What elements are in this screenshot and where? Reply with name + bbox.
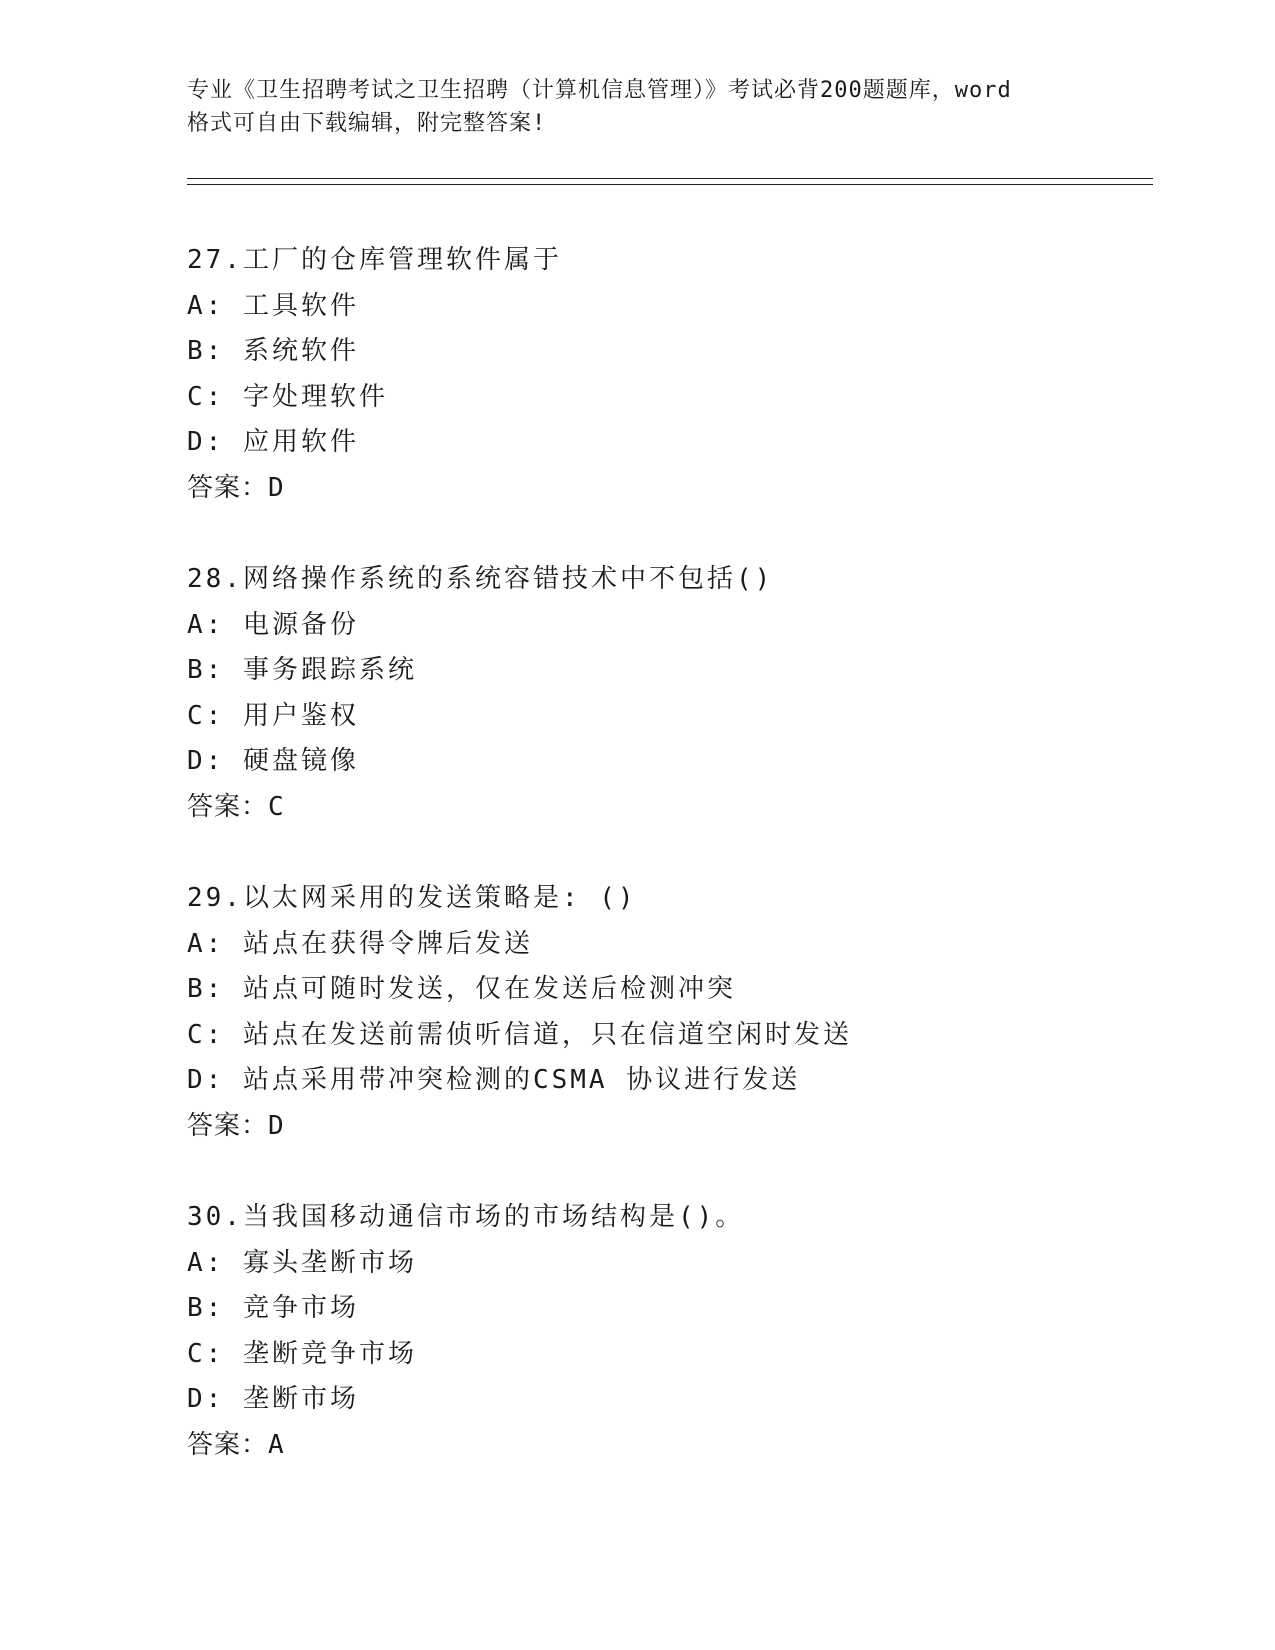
option-c: C: 垄断竞争市场 [187,1338,417,1369]
option-d: D: 应用软件 [187,427,359,457]
answer-line [187,785,1187,831]
option-a: A: 工具软件 [187,290,359,321]
question-stem: 28.网络操作系统的系统容错技术中不包括() [187,564,774,594]
answer-line [187,1423,1187,1469]
option-d: D: 站点采用带冲突检测的CSMA 协议进行发送 [187,1065,801,1095]
question-stem: 30.当我国移动通信市场的市场结构是()。 [187,1202,745,1232]
answer-line [187,1104,1187,1150]
option-b: B: 事务跟踪系统 [187,655,417,685]
answer-label: 答案： [187,472,269,503]
option-b: B: 竞争市场 [187,1293,359,1323]
question-stem: 29.以太网采用的发送策略是: () [187,883,637,913]
option-b: B: 系统软件 [187,336,359,366]
answer-value: D [268,1110,284,1141]
header-divider [187,178,1153,185]
option-d: D: 硬盘镜像 [187,746,359,776]
option-c: C: 站点在发送前需侦听信道，只在信道空闲时发送 [187,1019,852,1050]
answer-label: 答案： [187,791,269,822]
answer-line [187,466,1187,512]
question-block [187,557,1187,830]
option-a: A: 寡头垄断市场 [187,1247,417,1278]
option-a: A: 电源备份 [187,609,359,640]
option-c: C: 用户鉴权 [187,700,359,731]
answer-value: A [268,1429,284,1460]
answer-label: 答案： [187,1429,269,1460]
answer-value: C [268,791,284,822]
header-line-2: 格式可自由下载编辑，附完整答案! [187,111,547,136]
header-line-1: 专业《卫生招聘考试之卫生招聘（计算机信息管理）》考试必背200题题库，word [187,78,1012,103]
question-block [187,876,1187,1149]
option-b: B: 站点可随时发送，仅在发送后检测冲突 [187,974,736,1004]
option-d: D: 垄断市场 [187,1384,359,1414]
option-c: C: 字处理软件 [187,381,388,412]
answer-value: D [268,472,284,503]
question-stem: 27.工厂的仓库管理软件属于 [187,245,562,275]
question-block [187,238,1187,511]
document-header [187,74,1087,140]
answer-label: 答案： [187,1110,269,1141]
option-a: A: 站点在获得令牌后发送 [187,928,533,959]
question-block [187,1195,1187,1468]
